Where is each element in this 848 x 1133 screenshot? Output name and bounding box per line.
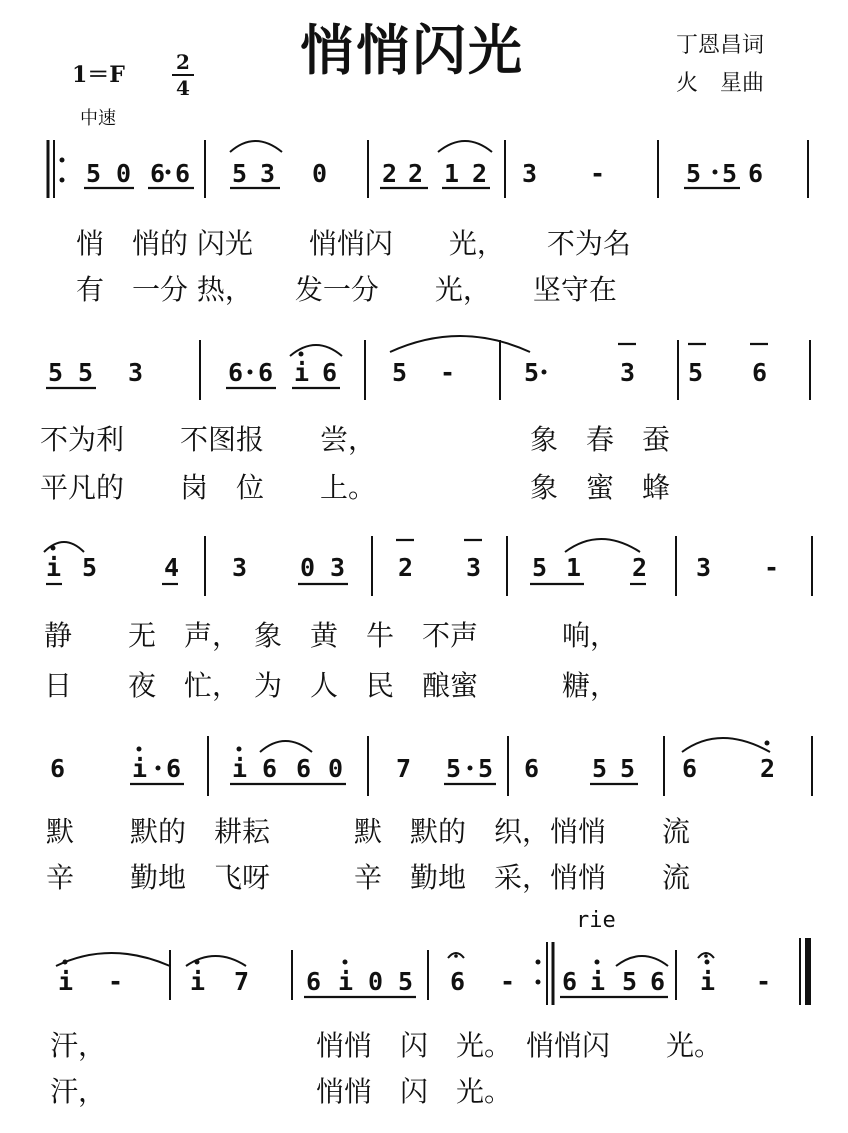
- svg-text:-: -: [756, 967, 772, 996]
- svg-text:i: i: [700, 967, 716, 996]
- svg-text:0: 0: [116, 159, 132, 188]
- svg-text:5: 5: [478, 754, 494, 783]
- svg-text:5: 5: [524, 358, 540, 387]
- svg-text:6: 6: [752, 358, 768, 387]
- svg-text:5: 5: [82, 553, 98, 582]
- svg-text:6: 6: [150, 159, 166, 188]
- svg-text:2: 2: [398, 553, 414, 582]
- svg-text:5: 5: [446, 754, 462, 783]
- svg-text:i: i: [590, 967, 606, 996]
- time-signature-bottom: 4: [176, 76, 190, 100]
- svg-text:2: 2: [472, 159, 488, 188]
- svg-text:3: 3: [330, 553, 346, 582]
- rie-annotation: rie: [576, 908, 616, 933]
- svg-text:6: 6: [682, 754, 698, 783]
- svg-text:-: -: [764, 553, 780, 582]
- key-signature: 1＝F: [72, 62, 125, 88]
- svg-text:2: 2: [632, 553, 648, 582]
- svg-text:3: 3: [128, 358, 144, 387]
- svg-text:3: 3: [260, 159, 276, 188]
- svg-text:2: 2: [408, 159, 424, 188]
- svg-text:7: 7: [396, 754, 412, 783]
- svg-text:0: 0: [368, 967, 384, 996]
- svg-text:6: 6: [175, 159, 191, 188]
- lyric-line: 不为利 不图报 尝， 象 春 蚕: [40, 423, 671, 456]
- svg-text:6: 6: [748, 159, 764, 188]
- svg-text:5: 5: [620, 754, 636, 783]
- svg-text:6: 6: [450, 967, 466, 996]
- svg-text:6: 6: [50, 754, 66, 783]
- svg-text:2: 2: [760, 754, 776, 783]
- svg-text:5: 5: [622, 967, 638, 996]
- svg-text:5: 5: [532, 553, 548, 582]
- lyric-line: 静 无 声， 象 黄 牛 不声 响，: [44, 619, 619, 652]
- svg-text:0: 0: [312, 159, 328, 188]
- lyricist-credit: 丁恩昌词: [676, 33, 765, 58]
- svg-text:-: -: [500, 967, 516, 996]
- svg-text:i: i: [132, 754, 148, 783]
- svg-text:2: 2: [382, 159, 398, 188]
- svg-text:6: 6: [524, 754, 540, 783]
- svg-text:3: 3: [522, 159, 538, 188]
- svg-text:3: 3: [696, 553, 712, 582]
- svg-text:6: 6: [650, 967, 666, 996]
- lyric-line: 平凡的 岗 位 上。 象 蜜 蜂: [40, 471, 671, 504]
- lyric-line: 有 一分 热， 发一分 光， 坚守在: [76, 273, 617, 306]
- svg-text:-: -: [108, 967, 124, 996]
- svg-text:6: 6: [228, 358, 244, 387]
- svg-text:5: 5: [592, 754, 608, 783]
- svg-text:7: 7: [234, 967, 250, 996]
- lyric-line: 默 默的 耕耘 默 默的 织，悄悄 流: [46, 815, 691, 848]
- svg-text:5: 5: [48, 358, 64, 387]
- svg-text:3: 3: [466, 553, 482, 582]
- composer-credit: 火 星曲: [676, 71, 765, 96]
- svg-text:0: 0: [328, 754, 344, 783]
- svg-text:1: 1: [566, 553, 582, 582]
- svg-text:6: 6: [322, 358, 338, 387]
- svg-text:5: 5: [688, 358, 704, 387]
- tempo-marking: 中速: [80, 108, 116, 129]
- svg-text:3: 3: [232, 553, 248, 582]
- svg-text:5: 5: [86, 159, 102, 188]
- svg-text:i: i: [338, 967, 354, 996]
- svg-text:i: i: [294, 358, 310, 387]
- lyric-line: 汗， 悄悄 闪 光。 悄悄闪 光。: [50, 1029, 723, 1062]
- svg-text:0: 0: [300, 553, 316, 582]
- svg-text:6: 6: [262, 754, 278, 783]
- lyric-line: 日 夜 忙， 为 人 民 酿蜜 糖，: [44, 669, 619, 702]
- svg-text:6: 6: [166, 754, 182, 783]
- lyric-line: 悄 悄的 闪光 悄悄闪 光， 不为名: [76, 227, 631, 260]
- svg-text:1: 1: [444, 159, 460, 188]
- svg-text:6: 6: [258, 358, 274, 387]
- svg-text:i: i: [46, 553, 62, 582]
- svg-text:5: 5: [398, 967, 414, 996]
- svg-text:-: -: [440, 358, 456, 387]
- svg-text:5: 5: [232, 159, 248, 188]
- svg-text:5: 5: [78, 358, 94, 387]
- svg-text:3: 3: [620, 358, 636, 387]
- svg-text:6: 6: [296, 754, 312, 783]
- svg-text:i: i: [190, 967, 206, 996]
- song-title: 悄悄闪光: [300, 19, 524, 82]
- lyric-line: 辛 勤地 飞呀 辛 勤地 采，悄悄 流: [46, 861, 691, 894]
- svg-text:5: 5: [392, 358, 408, 387]
- svg-text:6: 6: [562, 967, 578, 996]
- svg-text:5: 5: [722, 159, 738, 188]
- svg-text:6: 6: [306, 967, 322, 996]
- svg-text:4: 4: [164, 553, 180, 582]
- svg-text:-: -: [590, 159, 606, 188]
- time-signature-top: 2: [176, 50, 190, 74]
- lyric-line: 汗， 悄悄 闪 光。: [50, 1075, 513, 1108]
- svg-text:i: i: [58, 967, 74, 996]
- svg-text:5: 5: [686, 159, 702, 188]
- svg-text:i: i: [232, 754, 248, 783]
